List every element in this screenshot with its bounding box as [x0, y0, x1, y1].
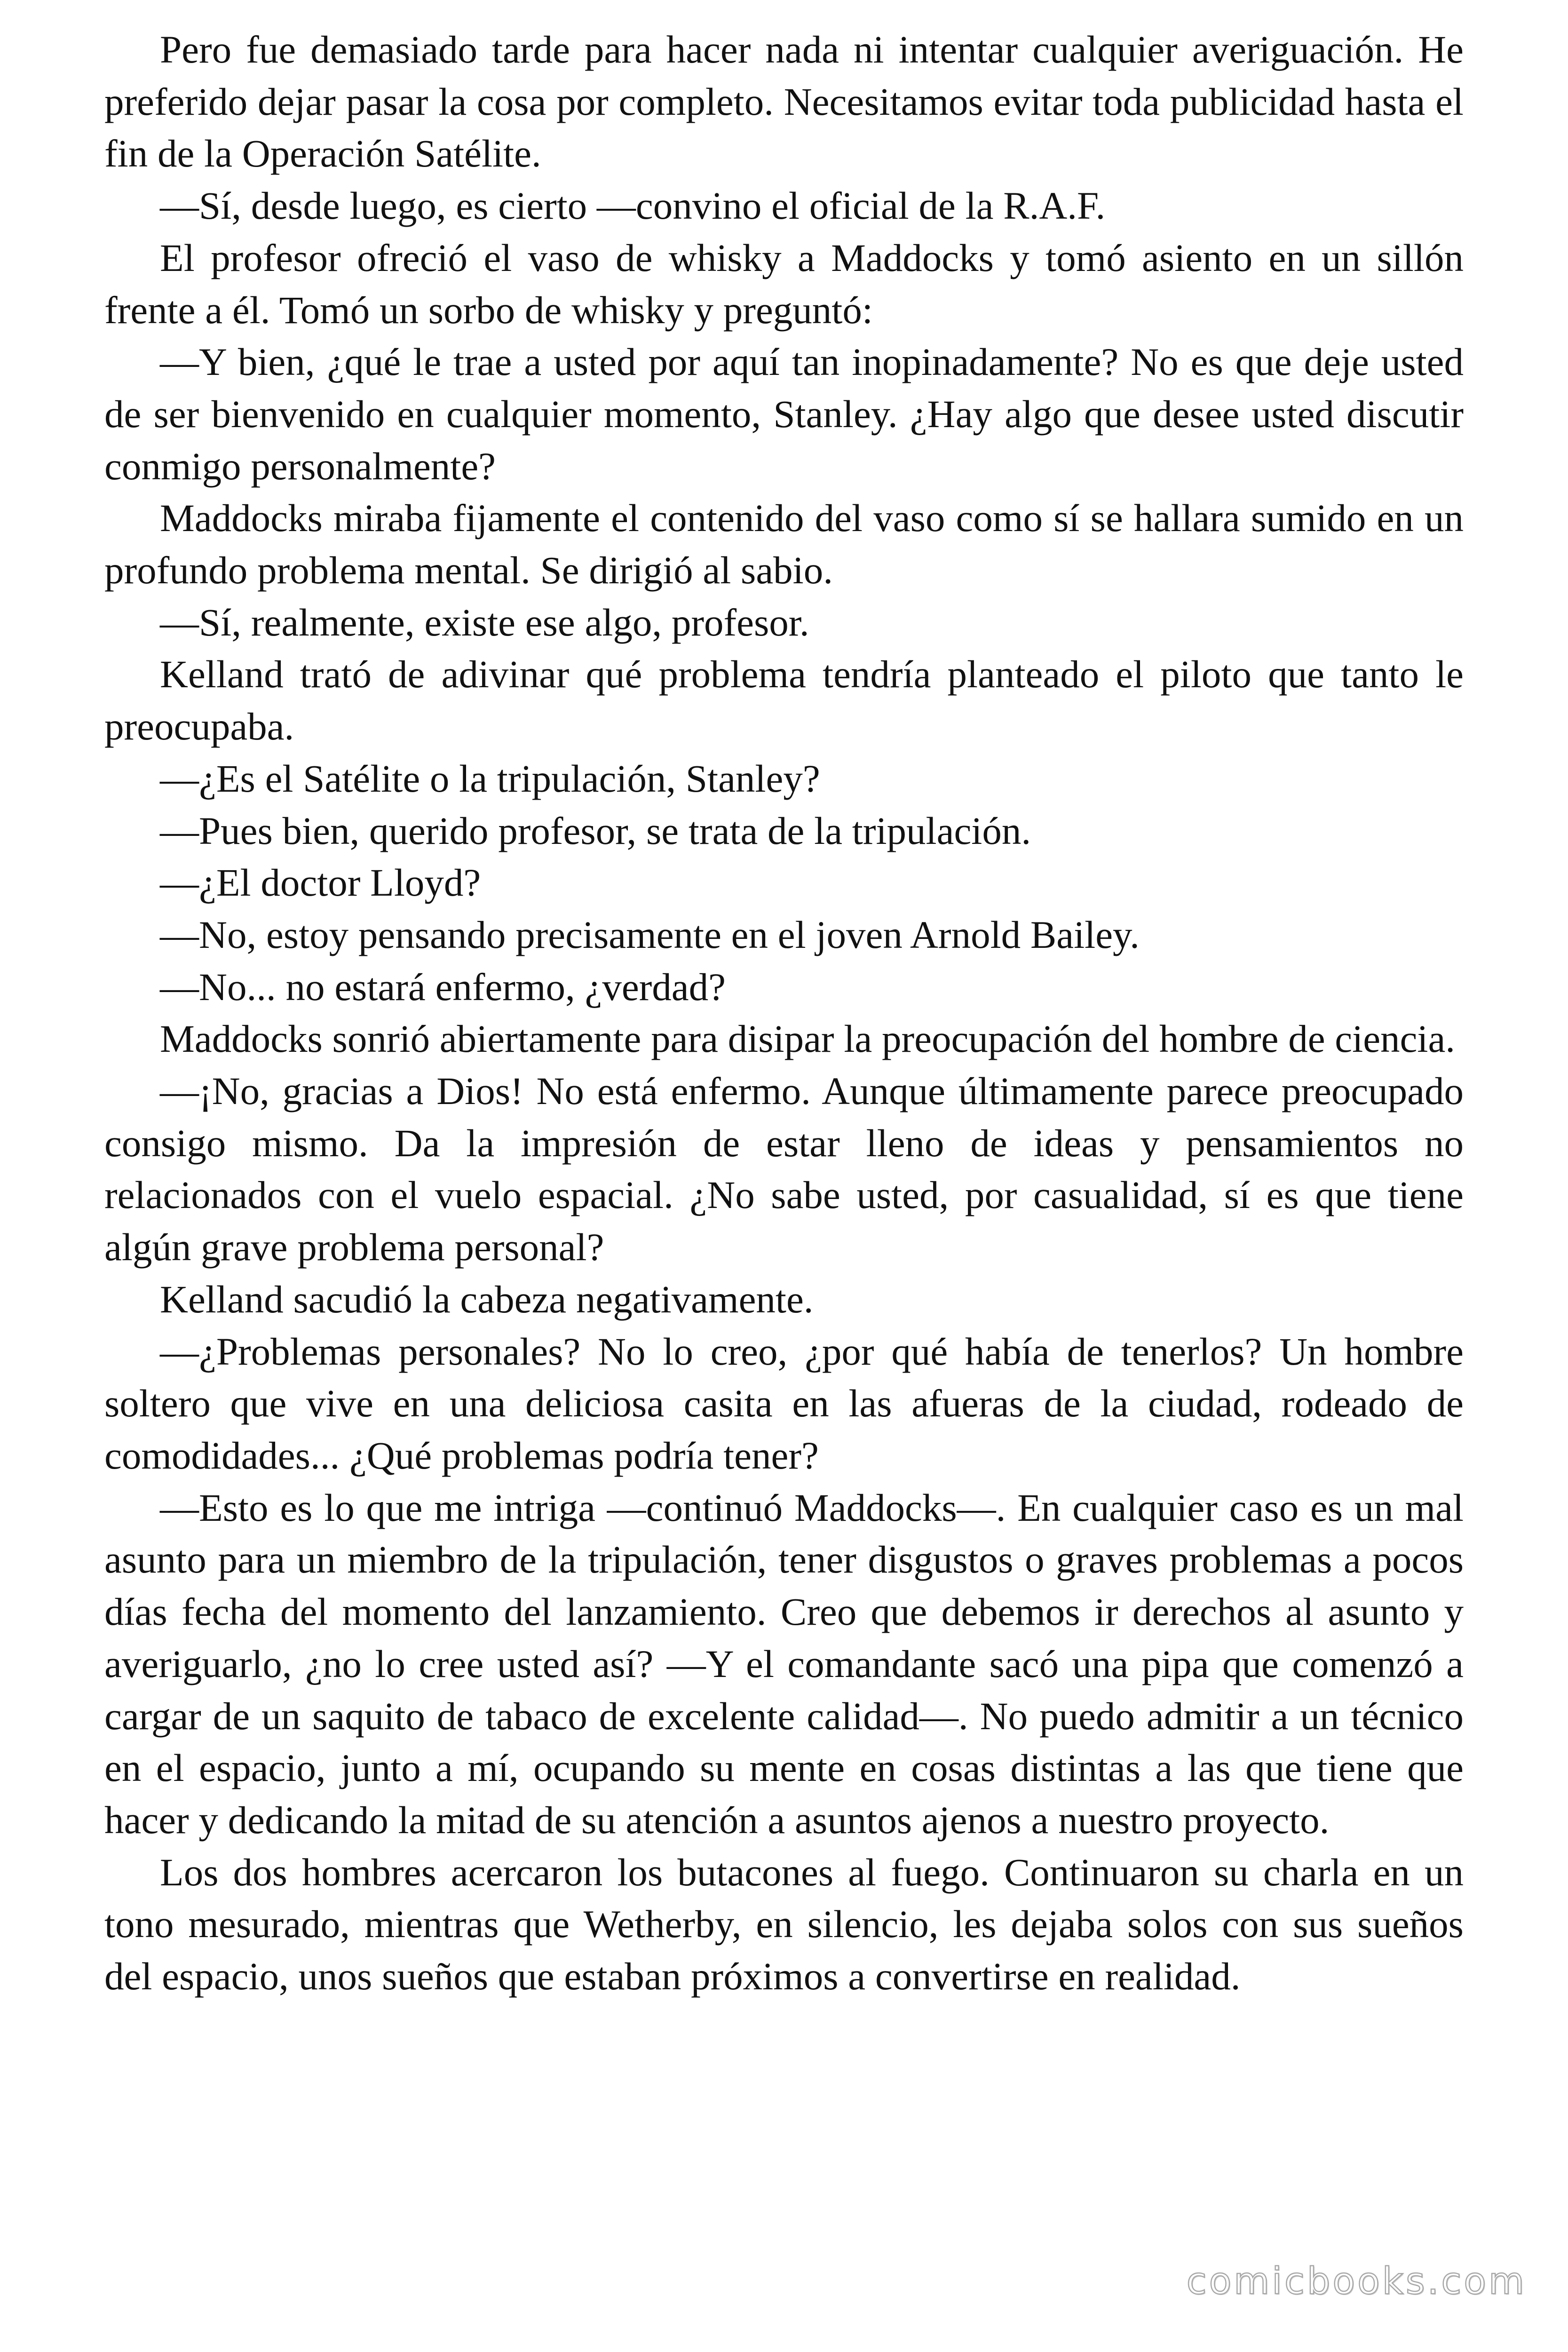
paragraph: —¡No, gracias a Dios! No está enfermo. Aunque últimamente parece preocupado consigo mismo. Da la impresión de estar lleno de ideas y pensamientos no relacionados con el vuelo espacial. ¿No sabe usted, por casualidad, sí es que tiene algún grave problema personal?	[104, 1069, 1464, 1269]
paragraph: —¿Problemas personales? No lo creo, ¿por qué había de tenerlos? Un hombre soltero que vive en una deliciosa casita en las afueras de la ciudad, rodeado de comodidades... ¿Qué problemas podría tener?	[104, 1329, 1464, 1477]
paragraph: Maddocks sonrió abiertamente para disipar la preocupación del hombre de ciencia.	[160, 1017, 1456, 1061]
paragraph: Kelland sacudió la cabeza negativamente.	[160, 1277, 814, 1321]
paragraph: —¿Es el Satélite o la tripulación, Stanley?	[160, 756, 820, 800]
paragraph: —No, estoy pensando precisamente en el joven Arnold Bailey.	[160, 913, 1140, 956]
paragraph: El profesor ofreció el vaso de whisky a Maddocks y tomó asiento en un sillón frente a él. Tomó un sorbo de whisky y preguntó:	[104, 236, 1464, 332]
paragraph: —Esto es lo que me intriga —continuó Maddocks—. En cualquier caso es un mal asunto para un miembro de la tripulación, tener disgustos o graves problemas a pocos días fecha del momento del lanzamiento. Creo que debemos ir derechos al asunto y averiguarlo, ¿no lo cree usted así? —Y el comandante sacó una pipa que comenzó a cargar de un saquito de tabaco de excelente calidad—. No puedo admitir a un técnico en el espacio, junto a mí, ocupando su mente en cosas distintas a las que tiene que hacer y dedicando la mitad de su atención a asuntos ajenos a nuestro proyecto.	[104, 1486, 1464, 1842]
paragraph: —¿El doctor Lloyd?	[160, 861, 481, 905]
paragraph: —Sí, desde luego, es cierto —convino el oficial de la R.A.F.	[160, 184, 1106, 228]
page-body	[104, 24, 1464, 2002]
paragraph: Kelland trató de adivinar qué problema tendría planteado el piloto que tanto le preocupaba.	[104, 652, 1464, 748]
paragraph: —Y bien, ¿qué le trae a usted por aquí tan inopinadamente? No es que deje usted de ser bienvenido en cualquier momento, Stanley. ¿Hay algo que desee usted discutir conmigo personalmente?	[104, 340, 1464, 488]
paragraph: Los dos hombres acercaron los butacones al fuego. Continuaron su charla en un tono mesurado, mientras que Wetherby, en silencio, les dejaba solos con sus sueños del espacio, unos sueños que estaban próximos a convertirse en realidad.	[104, 1850, 1464, 1998]
paragraph: —Pues bien, querido profesor, se trata de la tripulación.	[160, 809, 1031, 852]
paragraph: Pero fue demasiado tarde para hacer nada ni intentar cualquier averiguación. He preferido dejar pasar la cosa por completo. Necesitamos evitar toda publicidad hasta el fin de la Operación Satélite.	[104, 28, 1464, 175]
paragraph: —No... no estará enfermo, ¿verdad?	[160, 965, 726, 1009]
watermark-text: comicbooks.com	[1186, 2260, 1527, 2303]
paragraph: —Sí, realmente, existe ese algo, profesor.	[160, 600, 809, 644]
paragraph: Maddocks miraba fijamente el contenido del vaso como sí se hallara sumido en un profundo problema mental. Se dirigió al sabio.	[104, 496, 1464, 592]
